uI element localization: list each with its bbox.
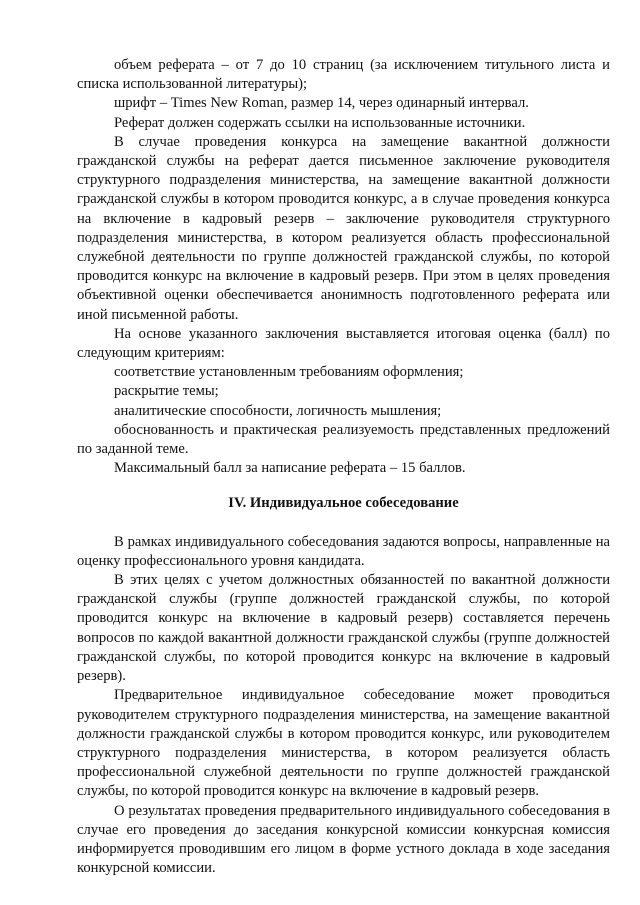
paragraph-report-volume: объем реферата – от 7 до 10 страниц (за исключением титульного листа и списка использованной литературы); bbox=[77, 57, 610, 93]
paragraph-preliminary-interview: Предварительное индивидуальное собеседование может проводиться руководителем структурного подразделения министерства, на замещение вакантной должности гражданской службы в котором проводится конкурс, или руководителем структурного подразделения министерства, в котором реализуется область профессиональной служебной деятельности по группе должностей гражданской службы, по которой проводится конкурс на включение в кадровый резерв. bbox=[77, 687, 610, 800]
document-page bbox=[77, 56, 610, 878]
paragraph-report-references: Реферат должен содержать ссылки на использованные источники. bbox=[114, 114, 526, 131]
paragraph-written-conclusion: В случае проведения конкурса на замещение вакантной должности гражданской службы на реферат дается письменное заключение руководителя структурного подразделения министерства, на замещение вакантной должности гражданской службы в котором проводится конкурс, а в случае проведения конкурса на включение в кадровый резерв – заключение руководителя структурного подразделения министерства, в котором реализуется область профессиональной служебной деятельности по группе должностей гражданской службы, по которой проводится конкурс на включение в кадровый резерв. При этом в целях проведения объективной оценки обеспечивается анонимность подготовленного реферата или иной письменной работы. bbox=[77, 133, 610, 323]
criterion-feasibility: обоснованность и практическая реализуемость представленных предложений по заданной теме. bbox=[77, 421, 610, 458]
paragraph-report-font: шрифт – Times New Roman, размер 14, через одинарный интервал. bbox=[114, 95, 529, 112]
criterion-topic-coverage: раскрытие темы; bbox=[114, 383, 219, 400]
paragraph-max-score: Максимальный балл за написание реферата – 15 баллов. bbox=[114, 460, 466, 477]
paragraph-interview-results: О результатах проведения предварительного индивидуального собеседования в случае его проведения до заседания конкурсной комиссии конкурсная комиссия информируется проводившим его лицом в форме устного доклада в ходе заседания конкурсной комиссии. bbox=[77, 802, 610, 877]
criterion-formatting: соответствие установленным требованиям оформления; bbox=[114, 364, 464, 381]
paragraph-final-score: На основе указанного заключения выставляется итоговая оценка (балл) по следующим критериям: bbox=[77, 325, 610, 362]
paragraph-interview-questions: В рамках индивидуального собеседования задаются вопросы, направленные на оценку профессионального уровня кандидата. bbox=[77, 533, 610, 569]
criterion-analytical-skills: аналитические способности, логичность мышления; bbox=[114, 402, 442, 419]
section-heading-interview: IV. Индивидуальное собеседование bbox=[228, 495, 459, 512]
paragraph-question-list: В этих целях с учетом должностных обязанностей по вакантной должности гражданской службы (группе должностей гражданской службы, по которой проводится конкурс на включение в кадровый резерв) составляется перечень вопросов по каждой вакантной должности гражданской службы (группе должностей гражданской службы, по которой проводится конкурс на включение в кадровый резерв). bbox=[77, 572, 610, 685]
